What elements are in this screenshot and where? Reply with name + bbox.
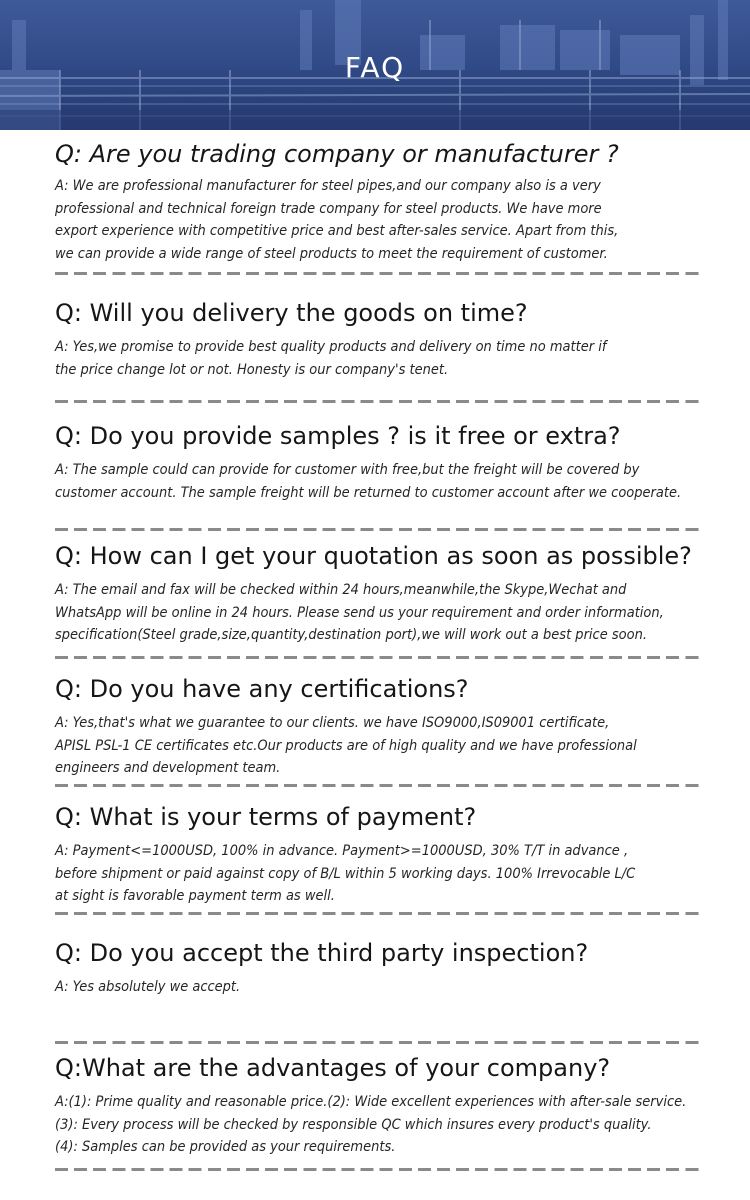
faq-answer-line: customer account. The sample freight will be returned to customer account after we cooperate. (55, 484, 682, 501)
faq-answer (55, 459, 701, 504)
faq-answer (55, 712, 701, 780)
faq-answer (55, 1091, 701, 1159)
faq-question: Q: Do you accept the third party inspection? (55, 939, 589, 967)
faq-answer-line: (3): Every process will be checked by responsible QC which insures every product's quality. (55, 1116, 652, 1133)
dashed-divider (55, 272, 700, 275)
faq-answer-line: at sight is favorable payment term as well. (55, 888, 335, 905)
faq-answer-line: specification(Steel grade,size,quantity,destination port),we will work out a best price soon. (55, 627, 647, 644)
faq-question: Q: Do you provide samples ? is it free or extra? (55, 422, 621, 450)
faq-item-trading-or-manufacturer (55, 139, 750, 265)
faq-answer-line: we can provide a wide range of steel products to meet the requirement of customer. (55, 245, 608, 262)
faq-answer-line: engineers and development team. (55, 760, 281, 777)
dashed-divider (55, 656, 700, 659)
faq-question: Q: How can I get your quotation as soon as possible? (55, 542, 692, 570)
faq-answer-line: A: Yes absolutely we accept. (55, 979, 241, 995)
faq-answer-line: before shipment or paid against copy of B/L within 5 working days. 100% Irrevocable L/C (55, 865, 636, 882)
faq-answer (55, 336, 701, 381)
faq-answer (55, 579, 701, 647)
dashed-divider (55, 400, 700, 403)
faq-answer-line: A: We are professional manufacturer for steel pipes,and our company also is a very (55, 178, 601, 194)
faq-item-quotation (55, 541, 750, 647)
faq-answer-line: (4): Samples can be provided as your requirements. (55, 1139, 396, 1156)
faq-question: Q: Will you delivery the goods on time? (55, 299, 528, 327)
dashed-divider (55, 1168, 700, 1171)
dashed-divider (55, 912, 700, 915)
dashed-divider (55, 1041, 700, 1044)
faq-question: Q: Are you trading company or manufacturer ? (55, 140, 619, 168)
faq-answer (55, 840, 701, 908)
faq-item-certifications (55, 674, 750, 780)
faq-question: Q: Do you have any certifications? (55, 675, 469, 703)
faq-answer-line: A: Yes,we promise to provide best quality products and delivery on time no matter if (55, 339, 607, 355)
faq-banner (0, 0, 750, 130)
faq-answer-line: export experience with competitive price and best after-sales service. Apart from this, (55, 223, 619, 240)
faq-answer-line: A: Yes,that's what we guarantee to our clients. we have ISO9000,IS09001 certificate, (55, 715, 610, 731)
faq-answer-line: A: The email and fax will be checked within 24 hours,meanwhile,the Skype,Wechat and (55, 582, 627, 598)
faq-item-advantages (55, 1053, 750, 1159)
faq-answer-line: APISL PSL-1 CE certificates etc.Our products are of high quality and we have professional (55, 737, 637, 754)
faq-question: Q: What is your terms of payment? (55, 803, 477, 831)
page-title: FAQ (344, 51, 406, 84)
faq-answer (55, 175, 701, 265)
faq-answer (55, 976, 701, 999)
dashed-divider (55, 784, 700, 787)
faq-item-payment-terms (55, 802, 750, 908)
faq-answer-line: A: The sample could can provide for customer with free,but the freight will be covered by (55, 462, 640, 478)
faq-answer-line: the price change lot or not. Honesty is our company's tenet. (55, 361, 449, 378)
faq-answer-line: WhatsApp will be online in 24 hours. Please send us your requirement and order information, (55, 604, 664, 621)
faq-question: Q:What are the advantages of your company? (55, 1054, 611, 1082)
faq-answer-line: professional and technical foreign trade company for steel products. We have more (55, 200, 602, 217)
faq-answer-line: A:(1): Prime quality and reasonable price.(2): Wide excellent experiences with after-sale service. (55, 1094, 687, 1110)
dashed-divider (55, 528, 700, 531)
faq-item-samples (55, 421, 750, 504)
faq-item-delivery-on-time (55, 298, 750, 381)
faq-answer-line: A: Payment<=1000USD, 100% in advance. Payment>=1000USD, 30% T/T in advance , (55, 843, 629, 859)
faq-item-third-party-inspection (55, 938, 750, 999)
